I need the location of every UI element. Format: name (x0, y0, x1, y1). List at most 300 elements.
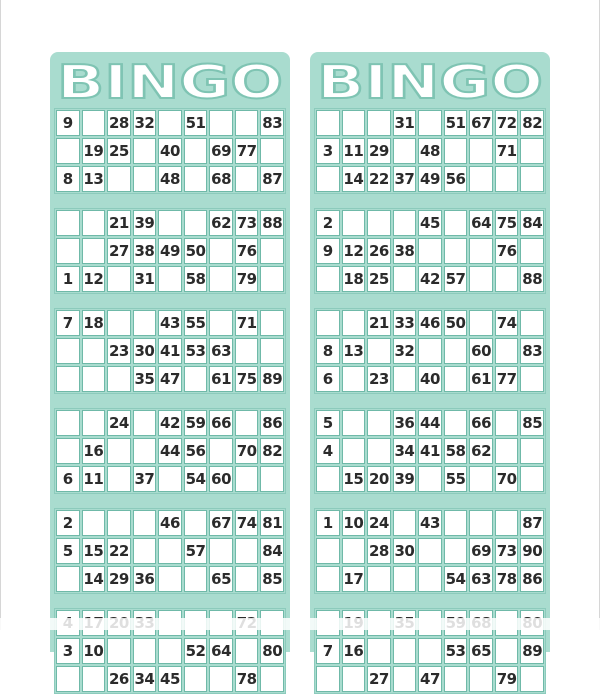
bingo-cell: 10 (82, 638, 106, 664)
bingo-cell: 18 (342, 266, 366, 292)
bingo-cell (260, 238, 284, 264)
svg-text:BINGO: BINGO (57, 55, 283, 109)
bingo-cell: 70 (495, 466, 519, 492)
bingo-cell: 46 (418, 310, 442, 336)
bingo-cell (82, 338, 106, 364)
bingo-cell (342, 110, 366, 136)
bingo-cell (260, 310, 284, 336)
bingo-cell (56, 210, 80, 236)
bingo-cell (520, 138, 544, 164)
bingo-cell (235, 166, 259, 192)
bingo-cell: 6 (56, 466, 80, 492)
bingo-cell: 7 (316, 638, 340, 664)
bingo-cell: 68 (209, 166, 233, 192)
bingo-cell: 15 (342, 466, 366, 492)
bingo-card (54, 508, 286, 594)
bingo-cell: 55 (184, 310, 208, 336)
bingo-cell: 23 (367, 366, 391, 392)
bingo-cell (520, 238, 544, 264)
bingo-cell: 24 (367, 510, 391, 536)
bingo-cell: 8 (56, 166, 80, 192)
bingo-cell: 78 (495, 566, 519, 592)
bingo-card (54, 408, 286, 494)
bingo-card (314, 508, 546, 594)
bingo-cell: 44 (158, 438, 182, 464)
bingo-cell: 31 (133, 266, 157, 292)
bingo-cell (184, 138, 208, 164)
bingo-cell (469, 666, 493, 692)
bingo-cell (316, 266, 340, 292)
bingo-cell: 56 (444, 166, 468, 192)
bingo-cell (495, 638, 519, 664)
bingo-cell (520, 366, 544, 392)
bingo-cell (235, 466, 259, 492)
bingo-cell: 26 (107, 666, 131, 692)
bingo-cell (158, 466, 182, 492)
bingo-cell: 29 (367, 138, 391, 164)
bingo-cell (342, 210, 366, 236)
bingo-cell: 7 (56, 310, 80, 336)
bingo-cell (82, 238, 106, 264)
bingo-cell: 84 (520, 210, 544, 236)
bingo-cell (342, 410, 366, 436)
bingo-cell (56, 438, 80, 464)
bingo-cell (133, 310, 157, 336)
bingo-cell (82, 210, 106, 236)
bingo-cell (367, 438, 391, 464)
bingo-cell: 22 (367, 166, 391, 192)
bingo-cell (342, 666, 366, 692)
bingo-cell: 1 (316, 510, 340, 536)
bingo-cell: 17 (342, 566, 366, 592)
svg-text:BINGO: BINGO (317, 55, 543, 109)
bingo-cell: 27 (107, 238, 131, 264)
bingo-cell: 76 (235, 238, 259, 264)
bingo-cell: 88 (520, 266, 544, 292)
bingo-cell: 45 (158, 666, 182, 692)
bingo-cell: 47 (158, 366, 182, 392)
bingo-cell (56, 238, 80, 264)
bingo-cell: 28 (107, 110, 131, 136)
bingo-cell: 14 (82, 566, 106, 592)
bingo-cell (393, 638, 417, 664)
bingo-cell (393, 266, 417, 292)
bingo-cell (56, 138, 80, 164)
bingo-cell (235, 566, 259, 592)
bingo-cell (520, 438, 544, 464)
bingo-cell: 77 (235, 138, 259, 164)
bingo-cell (82, 510, 106, 536)
bingo-cell: 57 (184, 538, 208, 564)
bingo-cell: 38 (393, 238, 417, 264)
bingo-cell (342, 366, 366, 392)
bingo-cell: 63 (209, 338, 233, 364)
bingo-cell: 61 (209, 366, 233, 392)
bingo-cell: 76 (495, 238, 519, 264)
bingo-cell: 64 (469, 210, 493, 236)
bingo-cell: 90 (520, 538, 544, 564)
bingo-cell (367, 566, 391, 592)
bingo-cell (56, 410, 80, 436)
bingo-cell: 54 (184, 466, 208, 492)
bingo-card (314, 108, 546, 194)
bingo-cell (184, 666, 208, 692)
bingo-cell (495, 510, 519, 536)
bottom-fade (0, 618, 600, 630)
bingo-cell (469, 266, 493, 292)
bingo-cell: 49 (158, 238, 182, 264)
bingo-cell (520, 466, 544, 492)
bingo-cell (316, 466, 340, 492)
bingo-cell (393, 210, 417, 236)
bingo-cell: 19 (82, 138, 106, 164)
page-edge-left (0, 0, 1, 630)
bingo-cell: 18 (82, 310, 106, 336)
bingo-cell: 67 (469, 110, 493, 136)
bingo-cell: 20 (367, 466, 391, 492)
bingo-cell (158, 538, 182, 564)
bingo-sheet-left (50, 52, 290, 688)
cards-container (50, 108, 290, 694)
bingo-cell: 74 (235, 510, 259, 536)
bingo-cell: 4 (316, 438, 340, 464)
bingo-cell: 25 (107, 138, 131, 164)
bingo-cell: 53 (444, 638, 468, 664)
bingo-cell: 16 (342, 638, 366, 664)
bingo-cell: 67 (209, 510, 233, 536)
bingo-cell (316, 110, 340, 136)
bingo-cell: 82 (260, 438, 284, 464)
bingo-cell: 42 (418, 266, 442, 292)
bingo-cell: 14 (342, 166, 366, 192)
bingo-cell (158, 110, 182, 136)
bingo-cell: 85 (520, 410, 544, 436)
bingo-cell (418, 638, 442, 664)
bingo-cell (418, 566, 442, 592)
bingo-cell: 11 (82, 466, 106, 492)
bingo-cell: 79 (235, 266, 259, 292)
bingo-cell (209, 538, 233, 564)
bingo-cell (367, 210, 391, 236)
bingo-cell: 69 (469, 538, 493, 564)
bingo-cell: 3 (56, 638, 80, 664)
bingo-cell (316, 566, 340, 592)
bingo-cell: 5 (316, 410, 340, 436)
bingo-cell (56, 366, 80, 392)
bingo-cell: 60 (469, 338, 493, 364)
bingo-cell: 34 (133, 666, 157, 692)
bingo-title-text (54, 55, 286, 109)
bingo-title (310, 52, 550, 108)
bingo-cell: 50 (444, 310, 468, 336)
bingo-cell: 12 (342, 238, 366, 264)
bingo-cell: 72 (495, 110, 519, 136)
bingo-cell (235, 410, 259, 436)
bingo-cell: 27 (367, 666, 391, 692)
bingo-cell: 5 (56, 538, 80, 564)
bingo-cell (393, 366, 417, 392)
bingo-cell: 62 (209, 210, 233, 236)
bingo-cell (107, 166, 131, 192)
bingo-cell: 53 (184, 338, 208, 364)
bingo-cell (418, 466, 442, 492)
bingo-cell: 84 (260, 538, 284, 564)
bingo-card (54, 208, 286, 294)
bingo-card (314, 208, 546, 294)
bingo-cell: 65 (469, 638, 493, 664)
bingo-cell: 1 (56, 266, 80, 292)
bingo-cell (342, 538, 366, 564)
bingo-cell (520, 310, 544, 336)
bingo-cell (495, 166, 519, 192)
bingo-cell (342, 438, 366, 464)
bingo-title (50, 52, 290, 108)
bingo-cell: 70 (235, 438, 259, 464)
bingo-cell: 30 (133, 338, 157, 364)
bingo-cell (235, 638, 259, 664)
bingo-card (54, 308, 286, 394)
bingo-cell (469, 310, 493, 336)
bingo-cell (393, 138, 417, 164)
bingo-cell: 50 (184, 238, 208, 264)
bingo-cell (342, 310, 366, 336)
bingo-cell: 77 (495, 366, 519, 392)
bingo-cell: 73 (495, 538, 519, 564)
bingo-card (314, 408, 546, 494)
bingo-cell (82, 666, 106, 692)
bingo-cell (444, 666, 468, 692)
bingo-cell (184, 366, 208, 392)
bingo-cell: 28 (367, 538, 391, 564)
bingo-cell: 78 (235, 666, 259, 692)
bingo-cell (393, 566, 417, 592)
cards-container (310, 108, 550, 694)
bingo-cell (209, 310, 233, 336)
bingo-cell: 6 (316, 366, 340, 392)
bingo-cell: 61 (469, 366, 493, 392)
bingo-cell (316, 666, 340, 692)
bingo-cell: 2 (316, 210, 340, 236)
bingo-cell: 89 (520, 638, 544, 664)
bingo-cell (469, 466, 493, 492)
bingo-cell (393, 666, 417, 692)
bingo-cell: 87 (520, 510, 544, 536)
bingo-cell (495, 266, 519, 292)
bingo-cell: 85 (260, 566, 284, 592)
bingo-cell (56, 666, 80, 692)
bingo-cell: 83 (260, 110, 284, 136)
bingo-cell (418, 538, 442, 564)
bingo-cell: 13 (342, 338, 366, 364)
bingo-cell: 39 (133, 210, 157, 236)
bingo-cell: 11 (342, 138, 366, 164)
bingo-sheet-right (310, 52, 550, 688)
bingo-cell: 25 (367, 266, 391, 292)
bingo-cell (495, 438, 519, 464)
bingo-cell (444, 338, 468, 364)
bingo-cell (184, 510, 208, 536)
bingo-cell: 79 (495, 666, 519, 692)
bingo-cell (82, 110, 106, 136)
bingo-cell (469, 166, 493, 192)
bingo-cell: 9 (316, 238, 340, 264)
bingo-cell: 32 (133, 110, 157, 136)
bingo-cell (495, 410, 519, 436)
bingo-cell: 62 (469, 438, 493, 464)
bingo-cell (260, 266, 284, 292)
bingo-cell (209, 266, 233, 292)
bingo-cell: 87 (260, 166, 284, 192)
bingo-cell (184, 210, 208, 236)
bingo-cell: 41 (418, 438, 442, 464)
bingo-cell (133, 138, 157, 164)
bingo-cell: 36 (133, 566, 157, 592)
bingo-cell: 55 (444, 466, 468, 492)
bingo-cell (316, 538, 340, 564)
bingo-cell: 40 (418, 366, 442, 392)
bingo-cell (520, 666, 544, 692)
bingo-cell: 51 (444, 110, 468, 136)
bingo-cell (209, 438, 233, 464)
bingo-cell (209, 238, 233, 264)
bingo-cell: 56 (184, 438, 208, 464)
bingo-cell: 49 (418, 166, 442, 192)
bingo-cell: 16 (82, 438, 106, 464)
bingo-cell: 66 (469, 410, 493, 436)
bingo-cell: 23 (107, 338, 131, 364)
bingo-cell: 89 (260, 366, 284, 392)
bingo-cell: 80 (260, 638, 284, 664)
bingo-cell: 2 (56, 510, 80, 536)
bingo-cell: 8 (316, 338, 340, 364)
bingo-cell (444, 210, 468, 236)
bingo-cell: 45 (418, 210, 442, 236)
bingo-cell: 21 (107, 210, 131, 236)
bingo-card (314, 308, 546, 394)
bingo-cell (418, 238, 442, 264)
bingo-cell (209, 666, 233, 692)
bingo-cell (316, 310, 340, 336)
bingo-cell (107, 638, 131, 664)
bingo-cell: 12 (82, 266, 106, 292)
bingo-cell (444, 138, 468, 164)
bingo-cell (316, 166, 340, 192)
bingo-cell (107, 366, 131, 392)
bingo-cell (107, 510, 131, 536)
bingo-cell: 74 (495, 310, 519, 336)
bingo-cell (444, 410, 468, 436)
bingo-cell: 47 (418, 666, 442, 692)
bingo-cell (367, 110, 391, 136)
bingo-cell: 3 (316, 138, 340, 164)
bingo-cell: 32 (393, 338, 417, 364)
bingo-cell (107, 266, 131, 292)
bingo-cell (260, 666, 284, 692)
bingo-cell: 21 (367, 310, 391, 336)
bingo-cell (520, 166, 544, 192)
bingo-cell: 44 (418, 410, 442, 436)
bingo-cell: 58 (184, 266, 208, 292)
bingo-cell (133, 438, 157, 464)
bingo-cell (444, 366, 468, 392)
bingo-cell (393, 510, 417, 536)
bingo-cell: 30 (393, 538, 417, 564)
bingo-cell: 24 (107, 410, 131, 436)
bingo-cell: 43 (158, 310, 182, 336)
bingo-cell (469, 238, 493, 264)
bingo-cell: 13 (82, 166, 106, 192)
bingo-cell: 40 (158, 138, 182, 164)
bingo-cell: 29 (107, 566, 131, 592)
bingo-cell: 33 (393, 310, 417, 336)
bingo-cell (469, 138, 493, 164)
bingo-cell (107, 310, 131, 336)
bingo-cell (418, 110, 442, 136)
bingo-cell: 31 (393, 110, 417, 136)
bingo-cell: 58 (444, 438, 468, 464)
bingo-cell (133, 510, 157, 536)
bingo-cell: 41 (158, 338, 182, 364)
bingo-cell: 35 (133, 366, 157, 392)
bingo-cell: 37 (393, 166, 417, 192)
bingo-cell: 42 (158, 410, 182, 436)
bingo-cell: 36 (393, 410, 417, 436)
bingo-cell (158, 638, 182, 664)
bingo-cell (495, 338, 519, 364)
bingo-cell: 54 (444, 566, 468, 592)
bingo-cell (56, 338, 80, 364)
bingo-cell (367, 410, 391, 436)
bingo-cell: 59 (184, 410, 208, 436)
bingo-cell: 43 (418, 510, 442, 536)
bingo-cell: 81 (260, 510, 284, 536)
bingo-cell: 57 (444, 266, 468, 292)
bingo-cell: 86 (260, 410, 284, 436)
bingo-cell: 63 (469, 566, 493, 592)
bingo-cell (82, 366, 106, 392)
bingo-cell: 15 (82, 538, 106, 564)
bingo-cell: 64 (209, 638, 233, 664)
bingo-cell: 51 (184, 110, 208, 136)
bingo-cell: 38 (133, 238, 157, 264)
bingo-cell: 73 (235, 210, 259, 236)
bingo-cell (107, 466, 131, 492)
bingo-title-text (314, 55, 546, 109)
bingo-cell (235, 110, 259, 136)
bingo-cell: 48 (418, 138, 442, 164)
bingo-cell (260, 466, 284, 492)
bingo-cell (158, 266, 182, 292)
bingo-cell (158, 566, 182, 592)
bingo-cell: 66 (209, 410, 233, 436)
bingo-cell (133, 410, 157, 436)
bingo-cell: 39 (393, 466, 417, 492)
bingo-cell: 75 (495, 210, 519, 236)
bingo-cell (444, 538, 468, 564)
bingo-cell (260, 138, 284, 164)
bingo-cell: 71 (495, 138, 519, 164)
bingo-cell (469, 510, 493, 536)
bingo-cell (82, 410, 106, 436)
bingo-cell: 69 (209, 138, 233, 164)
bingo-card (54, 108, 286, 194)
bingo-cell: 9 (56, 110, 80, 136)
bingo-cell (235, 538, 259, 564)
bingo-cell (133, 166, 157, 192)
bingo-cell: 22 (107, 538, 131, 564)
bingo-cell: 10 (342, 510, 366, 536)
bingo-cell (235, 338, 259, 364)
